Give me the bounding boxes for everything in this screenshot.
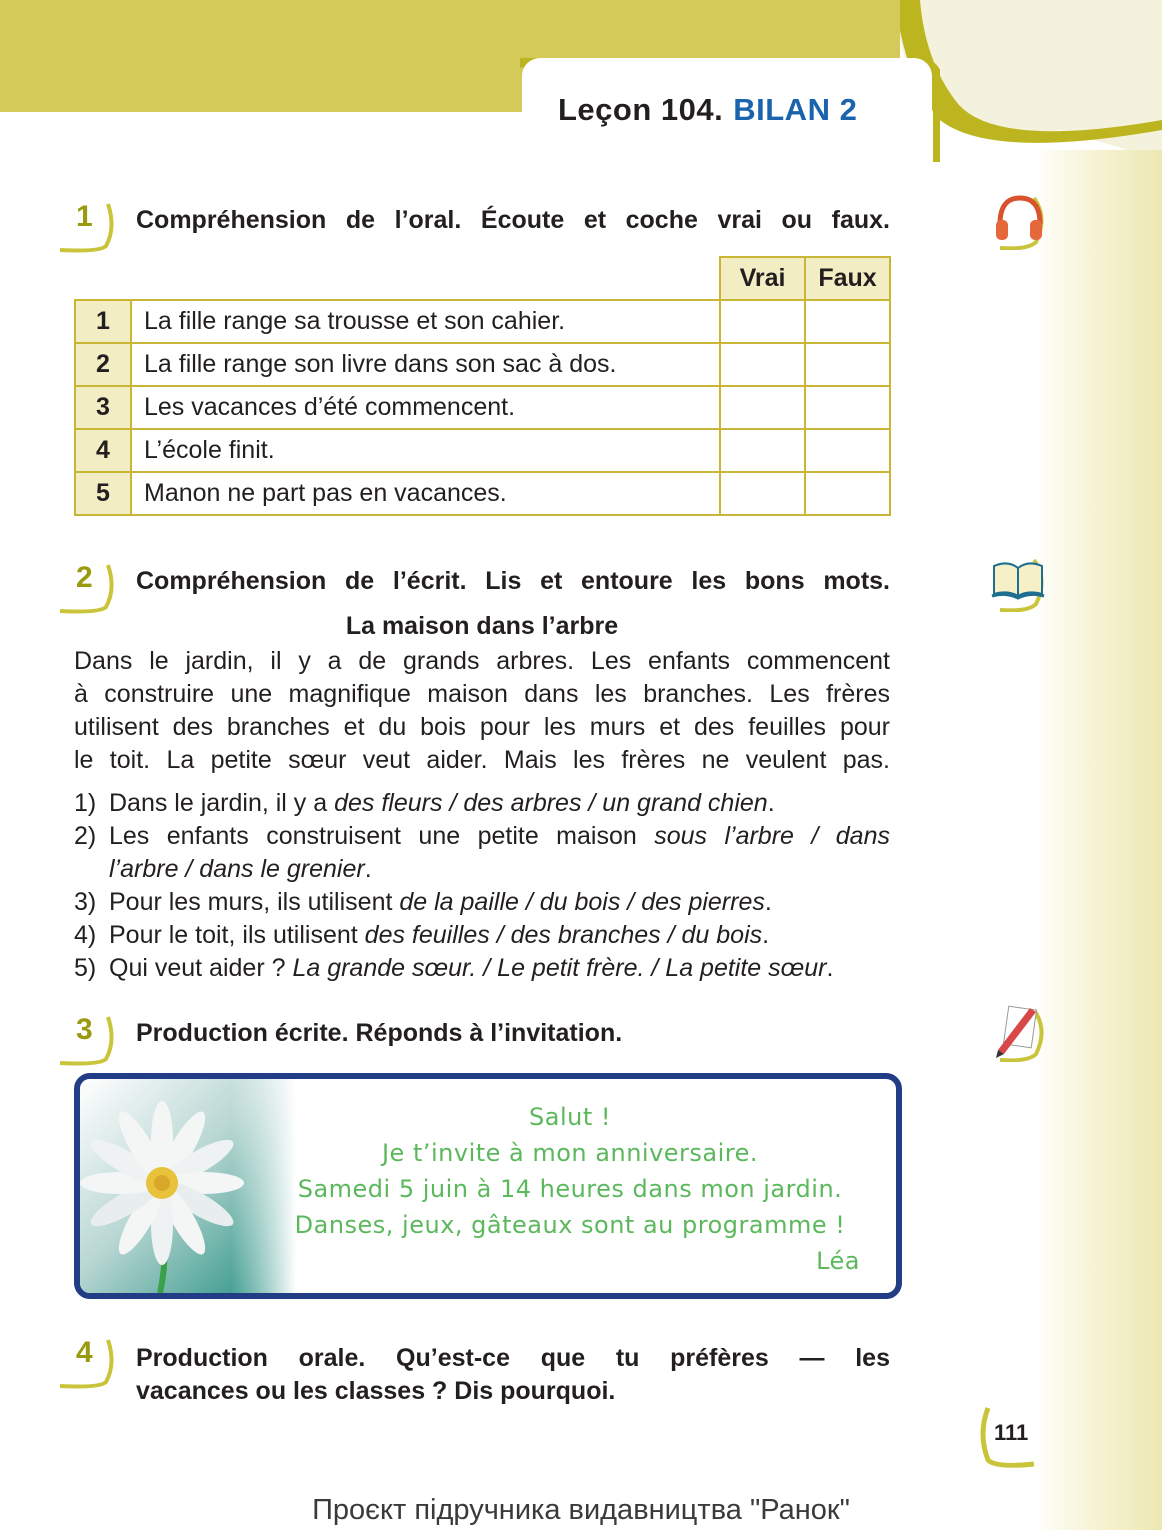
exercise-1-number: 1 bbox=[60, 200, 120, 256]
statement: La fille range sa trousse et son cahier. bbox=[131, 300, 720, 343]
vrai-checkbox[interactable] bbox=[720, 343, 805, 386]
exercise-2-title: Compréhension de l’écrit. Lis et entoure les bons mots. bbox=[136, 567, 890, 595]
answer-options[interactable]: des fleurs / des arbres / un grand chien bbox=[334, 789, 768, 817]
question-1: 1) Dans le jardin, il y a des fleurs / des arbres / un grand chien. bbox=[74, 789, 775, 817]
question-4: 4) Pour le toit, ils utilisent des feuilles / des branches / du bois. bbox=[74, 921, 770, 949]
row-number: 2 bbox=[75, 343, 131, 386]
page-number: 111 bbox=[974, 1404, 1046, 1468]
vrai-checkbox[interactable] bbox=[720, 472, 805, 515]
table-header-row bbox=[75, 257, 890, 300]
faux-checkbox[interactable] bbox=[805, 429, 890, 472]
statement: L’école finit. bbox=[131, 429, 720, 472]
answer-options[interactable]: des feuilles / des branches / du bois bbox=[364, 921, 763, 949]
invitation-signature: Léa bbox=[816, 1247, 860, 1275]
statement: Manon ne part pas en vacances. bbox=[131, 472, 720, 515]
question-3: 3) Pour les murs, ils utilisent de la paille / du bois / des pierres. bbox=[74, 888, 772, 916]
invitation-message bbox=[280, 1099, 860, 1279]
row-number: 3 bbox=[75, 386, 131, 429]
invitation-card bbox=[74, 1073, 902, 1299]
vrai-checkbox[interactable] bbox=[720, 300, 805, 343]
story-line: à construire une magnifique maison dans les branches. Les frères bbox=[74, 680, 890, 708]
table-row bbox=[75, 300, 890, 343]
story-line: utilisent des branches et du bois pour les murs et des feuilles pour bbox=[74, 713, 890, 741]
exercise-1-title: Compréhension de l’oral. Écoute et coche vrai ou faux. bbox=[136, 206, 890, 234]
lesson-title bbox=[558, 92, 857, 128]
statement: La fille range son livre dans son sac à dos. bbox=[131, 343, 720, 386]
table-row bbox=[75, 386, 890, 429]
faux-checkbox[interactable] bbox=[805, 386, 890, 429]
story-line: Dans le jardin, il y a de grands arbres. Les enfants commencent bbox=[74, 647, 890, 675]
faux-checkbox[interactable] bbox=[805, 343, 890, 386]
exercise-2-number: 2 bbox=[60, 561, 120, 617]
table-row bbox=[75, 429, 890, 472]
invitation-line: Danses, jeux, gâteaux sont au programme ! bbox=[294, 1211, 846, 1239]
invitation-line: Samedi 5 juin à 14 heures dans mon jardin. bbox=[297, 1175, 843, 1203]
exercise-3-number: 3 bbox=[60, 1013, 120, 1069]
answer-options[interactable]: La grande sœur. / Le petit frère. / La petite sœur bbox=[292, 954, 827, 982]
vrai-checkbox[interactable] bbox=[720, 429, 805, 472]
bilan-label: BILAN 2 bbox=[733, 92, 858, 127]
exercise-4-number: 4 bbox=[60, 1336, 120, 1392]
right-margin-strip bbox=[1032, 150, 1162, 1530]
row-number: 5 bbox=[75, 472, 131, 515]
book-icon bbox=[990, 552, 1050, 612]
answer-options[interactable]: l’arbre / dans le grenier bbox=[109, 855, 365, 883]
answer-options[interactable]: de la paille / du bois / des pierres bbox=[399, 888, 765, 916]
answer-options[interactable]: sous l’arbre / dans bbox=[654, 822, 890, 850]
table-row bbox=[75, 343, 890, 386]
row-number: 4 bbox=[75, 429, 131, 472]
question-2: 2) Les enfants construisent une petite maison sous l’arbre / dans l’arbre / dans le grenier. bbox=[74, 822, 890, 883]
true-false-table bbox=[74, 256, 891, 516]
story-title: La maison dans l’arbre bbox=[345, 612, 619, 640]
row-number: 1 bbox=[75, 300, 131, 343]
footer-note: Проєкт підручника видавництва "Ранок" bbox=[312, 1494, 850, 1526]
question-5: 5) Qui veut aider ? La grande sœur. / Le petit frère. / La petite sœur. bbox=[74, 954, 834, 982]
exercise-3-title: Production écrite. Réponds à l’invitation. bbox=[136, 1019, 623, 1047]
vrai-checkbox[interactable] bbox=[720, 386, 805, 429]
column-vrai: Vrai bbox=[720, 257, 805, 300]
lesson-number: Leçon 104. bbox=[558, 92, 724, 127]
column-faux: Faux bbox=[805, 257, 890, 300]
invitation-line: Je t’invite à mon anniversaire. bbox=[381, 1139, 759, 1167]
story-line: le toit. La petite sœur veut aider. Mais les frères ne veulent pas. bbox=[74, 746, 890, 774]
daisy-image bbox=[80, 1079, 296, 1293]
pencil-icon bbox=[990, 1002, 1050, 1062]
faux-checkbox[interactable] bbox=[805, 472, 890, 515]
exercise-4-title: Production orale. Qu’est-ce que tu préfères — les vacances ou les classes ? Dis pourquoi. bbox=[136, 1344, 890, 1405]
faux-checkbox[interactable] bbox=[805, 300, 890, 343]
table-row bbox=[75, 472, 890, 515]
story-text bbox=[74, 645, 890, 777]
invitation-line: Salut ! bbox=[529, 1103, 611, 1131]
headphones-icon bbox=[990, 190, 1050, 250]
statement: Les vacances d’été commencent. bbox=[131, 386, 720, 429]
